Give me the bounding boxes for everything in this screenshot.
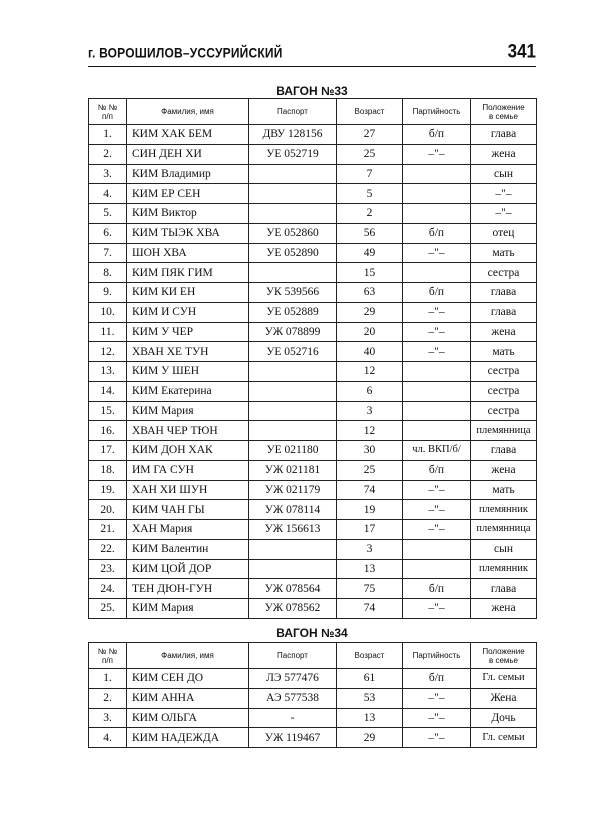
cell-num: 16. bbox=[89, 421, 127, 441]
cell-passport: УЕ 052719 bbox=[249, 144, 337, 164]
cell-passport bbox=[249, 401, 337, 421]
cell-passport bbox=[249, 263, 337, 283]
cell-relation: племянница bbox=[471, 421, 537, 441]
cell-age: 12 bbox=[337, 421, 403, 441]
cell-num: 23. bbox=[89, 559, 127, 579]
cell-passport: УЖ 156613 bbox=[249, 520, 337, 540]
cell-num: 19. bbox=[89, 480, 127, 500]
cell-num: 22. bbox=[89, 539, 127, 559]
cell-party: –"– bbox=[403, 688, 471, 708]
cell-num: 14. bbox=[89, 381, 127, 401]
cell-age: 2 bbox=[337, 204, 403, 224]
cell-passport bbox=[249, 164, 337, 184]
page-running-title: г. ВОРОШИЛОВ–УССУРИЙСКИЙ bbox=[88, 44, 283, 61]
cell-name: ИМ ГА СУН bbox=[127, 460, 249, 480]
cell-passport: УЕ 052890 bbox=[249, 243, 337, 263]
cell-name: КИМ ЧАН ГЫ bbox=[127, 500, 249, 520]
cell-name: КИМ ЦОЙ ДОР bbox=[127, 559, 249, 579]
cell-num: 3. bbox=[89, 708, 127, 728]
col-header-num: № № п/п bbox=[89, 99, 127, 125]
cell-relation: сын bbox=[471, 164, 537, 184]
table-header-row bbox=[89, 99, 537, 125]
cell-age: 74 bbox=[337, 480, 403, 500]
col-header-name: Фамилия, имя bbox=[127, 99, 249, 125]
cell-relation: сестра bbox=[471, 401, 537, 421]
cell-age: 15 bbox=[337, 263, 403, 283]
cell-name: КИМ Владимир bbox=[127, 164, 249, 184]
cell-passport bbox=[249, 539, 337, 559]
cell-relation: глава bbox=[471, 302, 537, 322]
cell-party bbox=[403, 362, 471, 382]
cell-passport: УЖ 078899 bbox=[249, 322, 337, 342]
table-header-row bbox=[89, 643, 537, 669]
cell-relation: мать bbox=[471, 342, 537, 362]
table-row bbox=[89, 688, 537, 708]
col-header-relation: Положение в семье bbox=[471, 643, 537, 669]
cell-relation: глава bbox=[471, 441, 537, 461]
cell-passport: УЕ 052889 bbox=[249, 302, 337, 322]
table-row bbox=[89, 728, 537, 748]
col-header-passport: Паспорт bbox=[249, 643, 337, 669]
table-row bbox=[89, 184, 537, 204]
table-row bbox=[89, 401, 537, 421]
page-number: 341 bbox=[507, 40, 536, 62]
table-row bbox=[89, 559, 537, 579]
cell-num: 2. bbox=[89, 688, 127, 708]
table-row bbox=[89, 599, 537, 619]
cell-relation: сестра bbox=[471, 381, 537, 401]
cell-relation: мать bbox=[471, 480, 537, 500]
cell-num: 2. bbox=[89, 144, 127, 164]
cell-relation: племянник bbox=[471, 559, 537, 579]
cell-age: 13 bbox=[337, 559, 403, 579]
cell-passport: УЖ 021179 bbox=[249, 480, 337, 500]
cell-name: СИН ДЕН ХИ bbox=[127, 144, 249, 164]
cell-party: –"– bbox=[403, 322, 471, 342]
col-header-passport: Паспорт bbox=[249, 99, 337, 125]
cell-num: 13. bbox=[89, 362, 127, 382]
cell-relation: Гл. семьи bbox=[471, 728, 537, 748]
cell-relation: Гл. семьи bbox=[471, 669, 537, 689]
cell-passport bbox=[249, 362, 337, 382]
cell-party: –"– bbox=[403, 342, 471, 362]
cell-relation: жена bbox=[471, 460, 537, 480]
wagon-33-table bbox=[88, 98, 537, 619]
cell-age: 13 bbox=[337, 708, 403, 728]
wagon-34-rows bbox=[89, 669, 537, 748]
table-row bbox=[89, 204, 537, 224]
col-header-name: Фамилия, имя bbox=[127, 643, 249, 669]
cell-passport: УЖ 078564 bbox=[249, 579, 337, 599]
cell-party: –"– bbox=[403, 243, 471, 263]
table-row bbox=[89, 302, 537, 322]
cell-party: б/п bbox=[403, 460, 471, 480]
cell-age: 75 bbox=[337, 579, 403, 599]
cell-party: –"– bbox=[403, 599, 471, 619]
cell-party: –"– bbox=[403, 480, 471, 500]
cell-passport: УЖ 119467 bbox=[249, 728, 337, 748]
col-header-age: Возраст bbox=[337, 99, 403, 125]
cell-num: 12. bbox=[89, 342, 127, 362]
cell-age: 40 bbox=[337, 342, 403, 362]
cell-party bbox=[403, 263, 471, 283]
cell-party bbox=[403, 184, 471, 204]
cell-party: –"– bbox=[403, 520, 471, 540]
table-row bbox=[89, 125, 537, 145]
cell-name: КИМ Валентин bbox=[127, 539, 249, 559]
cell-age: 19 bbox=[337, 500, 403, 520]
cell-name: КИМ Мария bbox=[127, 599, 249, 619]
cell-num: 3. bbox=[89, 164, 127, 184]
cell-name: КИМ ТЫЭК ХВА bbox=[127, 223, 249, 243]
cell-name: ХВАН ЧЕР ТЮН bbox=[127, 421, 249, 441]
cell-passport bbox=[249, 184, 337, 204]
cell-num: 15. bbox=[89, 401, 127, 421]
cell-passport: УЕ 052860 bbox=[249, 223, 337, 243]
cell-num: 1. bbox=[89, 125, 127, 145]
table-row bbox=[89, 708, 537, 728]
cell-age: 25 bbox=[337, 460, 403, 480]
cell-age: 3 bbox=[337, 401, 403, 421]
cell-name: КИМ Мария bbox=[127, 401, 249, 421]
cell-age: 74 bbox=[337, 599, 403, 619]
cell-name: КИМ Виктор bbox=[127, 204, 249, 224]
cell-name: ХАН ХИ ШУН bbox=[127, 480, 249, 500]
cell-passport: АЭ 577538 bbox=[249, 688, 337, 708]
table-row bbox=[89, 144, 537, 164]
cell-passport bbox=[249, 381, 337, 401]
cell-age: 25 bbox=[337, 144, 403, 164]
cell-name: КИМ ХАК БЕМ bbox=[127, 125, 249, 145]
cell-passport: УЖ 078562 bbox=[249, 599, 337, 619]
cell-age: 53 bbox=[337, 688, 403, 708]
cell-relation: сестра bbox=[471, 263, 537, 283]
cell-name: КИМ У ЧЕР bbox=[127, 322, 249, 342]
cell-age: 17 bbox=[337, 520, 403, 540]
cell-party: б/п bbox=[403, 669, 471, 689]
col-header-num: № № п/п bbox=[89, 643, 127, 669]
cell-num: 21. bbox=[89, 520, 127, 540]
cell-relation: –"– bbox=[471, 204, 537, 224]
cell-num: 4. bbox=[89, 728, 127, 748]
cell-age: 3 bbox=[337, 539, 403, 559]
cell-name: КИМ ЕР СЕН bbox=[127, 184, 249, 204]
table-row bbox=[89, 539, 537, 559]
cell-age: 12 bbox=[337, 362, 403, 382]
cell-name: КИМ НАДЕЖДА bbox=[127, 728, 249, 748]
table-row bbox=[89, 421, 537, 441]
cell-name: ШОН ХВА bbox=[127, 243, 249, 263]
cell-party: чл. ВКП/б/ bbox=[403, 441, 471, 461]
cell-party: б/п bbox=[403, 223, 471, 243]
cell-passport: ДВУ 128156 bbox=[249, 125, 337, 145]
cell-name: КИМ АННА bbox=[127, 688, 249, 708]
cell-passport: УЖ 078114 bbox=[249, 500, 337, 520]
table-row bbox=[89, 381, 537, 401]
cell-age: 5 bbox=[337, 184, 403, 204]
cell-passport: УЖ 021181 bbox=[249, 460, 337, 480]
cell-relation: глава bbox=[471, 579, 537, 599]
page-header bbox=[88, 38, 536, 67]
cell-party: б/п bbox=[403, 283, 471, 303]
col-header-party: Партийность bbox=[403, 643, 471, 669]
cell-relation: Дочь bbox=[471, 708, 537, 728]
cell-passport bbox=[249, 559, 337, 579]
table-row bbox=[89, 342, 537, 362]
cell-relation: сестра bbox=[471, 362, 537, 382]
cell-age: 27 bbox=[337, 125, 403, 145]
cell-party bbox=[403, 559, 471, 579]
table-row bbox=[89, 579, 537, 599]
cell-name: КИМ У ШЕН bbox=[127, 362, 249, 382]
cell-name: КИМ КИ ЕН bbox=[127, 283, 249, 303]
cell-age: 56 bbox=[337, 223, 403, 243]
cell-party: б/п bbox=[403, 579, 471, 599]
table-row bbox=[89, 480, 537, 500]
cell-age: 63 bbox=[337, 283, 403, 303]
cell-party: –"– bbox=[403, 302, 471, 322]
cell-name: КИМ СЕН ДО bbox=[127, 669, 249, 689]
cell-num: 10. bbox=[89, 302, 127, 322]
col-header-party: Партийность bbox=[403, 99, 471, 125]
cell-num: 1. bbox=[89, 669, 127, 689]
cell-name: КИМ ПЯК ГИМ bbox=[127, 263, 249, 283]
cell-name: КИМ Екатерина bbox=[127, 381, 249, 401]
table-row bbox=[89, 243, 537, 263]
table-row bbox=[89, 283, 537, 303]
table-row bbox=[89, 164, 537, 184]
table-row bbox=[89, 441, 537, 461]
cell-age: 7 bbox=[337, 164, 403, 184]
cell-passport: УЕ 021180 bbox=[249, 441, 337, 461]
cell-relation: племянница bbox=[471, 520, 537, 540]
table-row bbox=[89, 520, 537, 540]
cell-party: –"– bbox=[403, 728, 471, 748]
cell-party bbox=[403, 539, 471, 559]
cell-party bbox=[403, 421, 471, 441]
cell-num: 9. bbox=[89, 283, 127, 303]
cell-num: 25. bbox=[89, 599, 127, 619]
cell-num: 4. bbox=[89, 184, 127, 204]
cell-relation: глава bbox=[471, 283, 537, 303]
cell-passport: - bbox=[249, 708, 337, 728]
cell-num: 11. bbox=[89, 322, 127, 342]
cell-name: ХВАН ХЕ ТУН bbox=[127, 342, 249, 362]
table-row bbox=[89, 263, 537, 283]
cell-party bbox=[403, 164, 471, 184]
cell-party: –"– bbox=[403, 144, 471, 164]
cell-num: 24. bbox=[89, 579, 127, 599]
wagon-33-rows bbox=[89, 125, 537, 619]
cell-party bbox=[403, 401, 471, 421]
cell-party bbox=[403, 204, 471, 224]
cell-passport bbox=[249, 204, 337, 224]
cell-relation: мать bbox=[471, 243, 537, 263]
cell-passport bbox=[249, 421, 337, 441]
cell-passport: УК 539566 bbox=[249, 283, 337, 303]
cell-num: 17. bbox=[89, 441, 127, 461]
cell-name: КИМ И СУН bbox=[127, 302, 249, 322]
cell-party bbox=[403, 381, 471, 401]
cell-num: 20. bbox=[89, 500, 127, 520]
cell-age: 29 bbox=[337, 302, 403, 322]
cell-name: КИМ ДОН ХАК bbox=[127, 441, 249, 461]
cell-passport: ЛЭ 577476 bbox=[249, 669, 337, 689]
table-row bbox=[89, 223, 537, 243]
cell-relation: сын bbox=[471, 539, 537, 559]
cell-relation: племянник bbox=[471, 500, 537, 520]
cell-num: 7. bbox=[89, 243, 127, 263]
cell-relation: жена bbox=[471, 144, 537, 164]
cell-relation: отец bbox=[471, 223, 537, 243]
cell-name: ХАН Мария bbox=[127, 520, 249, 540]
table-row bbox=[89, 669, 537, 689]
wagon-34-table bbox=[88, 642, 537, 748]
cell-relation: Жена bbox=[471, 688, 537, 708]
col-header-age: Возраст bbox=[337, 643, 403, 669]
cell-num: 8. bbox=[89, 263, 127, 283]
cell-num: 6. bbox=[89, 223, 127, 243]
table-row bbox=[89, 362, 537, 382]
cell-relation: –"– bbox=[471, 184, 537, 204]
cell-party: –"– bbox=[403, 708, 471, 728]
cell-relation: жена bbox=[471, 599, 537, 619]
cell-age: 61 bbox=[337, 669, 403, 689]
cell-age: 30 bbox=[337, 441, 403, 461]
col-header-relation: Положение в семье bbox=[471, 99, 537, 125]
cell-name: КИМ ОЛЬГА bbox=[127, 708, 249, 728]
cell-num: 18. bbox=[89, 460, 127, 480]
cell-relation: жена bbox=[471, 322, 537, 342]
cell-age: 6 bbox=[337, 381, 403, 401]
table-row bbox=[89, 322, 537, 342]
cell-age: 49 bbox=[337, 243, 403, 263]
cell-party: –"– bbox=[403, 500, 471, 520]
cell-age: 29 bbox=[337, 728, 403, 748]
cell-num: 5. bbox=[89, 204, 127, 224]
cell-relation: глава bbox=[471, 125, 537, 145]
wagon-33-title: ВАГОН №33 bbox=[276, 84, 348, 98]
cell-age: 20 bbox=[337, 322, 403, 342]
table-row bbox=[89, 460, 537, 480]
table-row bbox=[89, 500, 537, 520]
cell-name: ТЕН ДЮН-ГУН bbox=[127, 579, 249, 599]
wagon-34-title: ВАГОН №34 bbox=[276, 626, 348, 640]
cell-party: б/п bbox=[403, 125, 471, 145]
cell-passport: УЕ 052716 bbox=[249, 342, 337, 362]
